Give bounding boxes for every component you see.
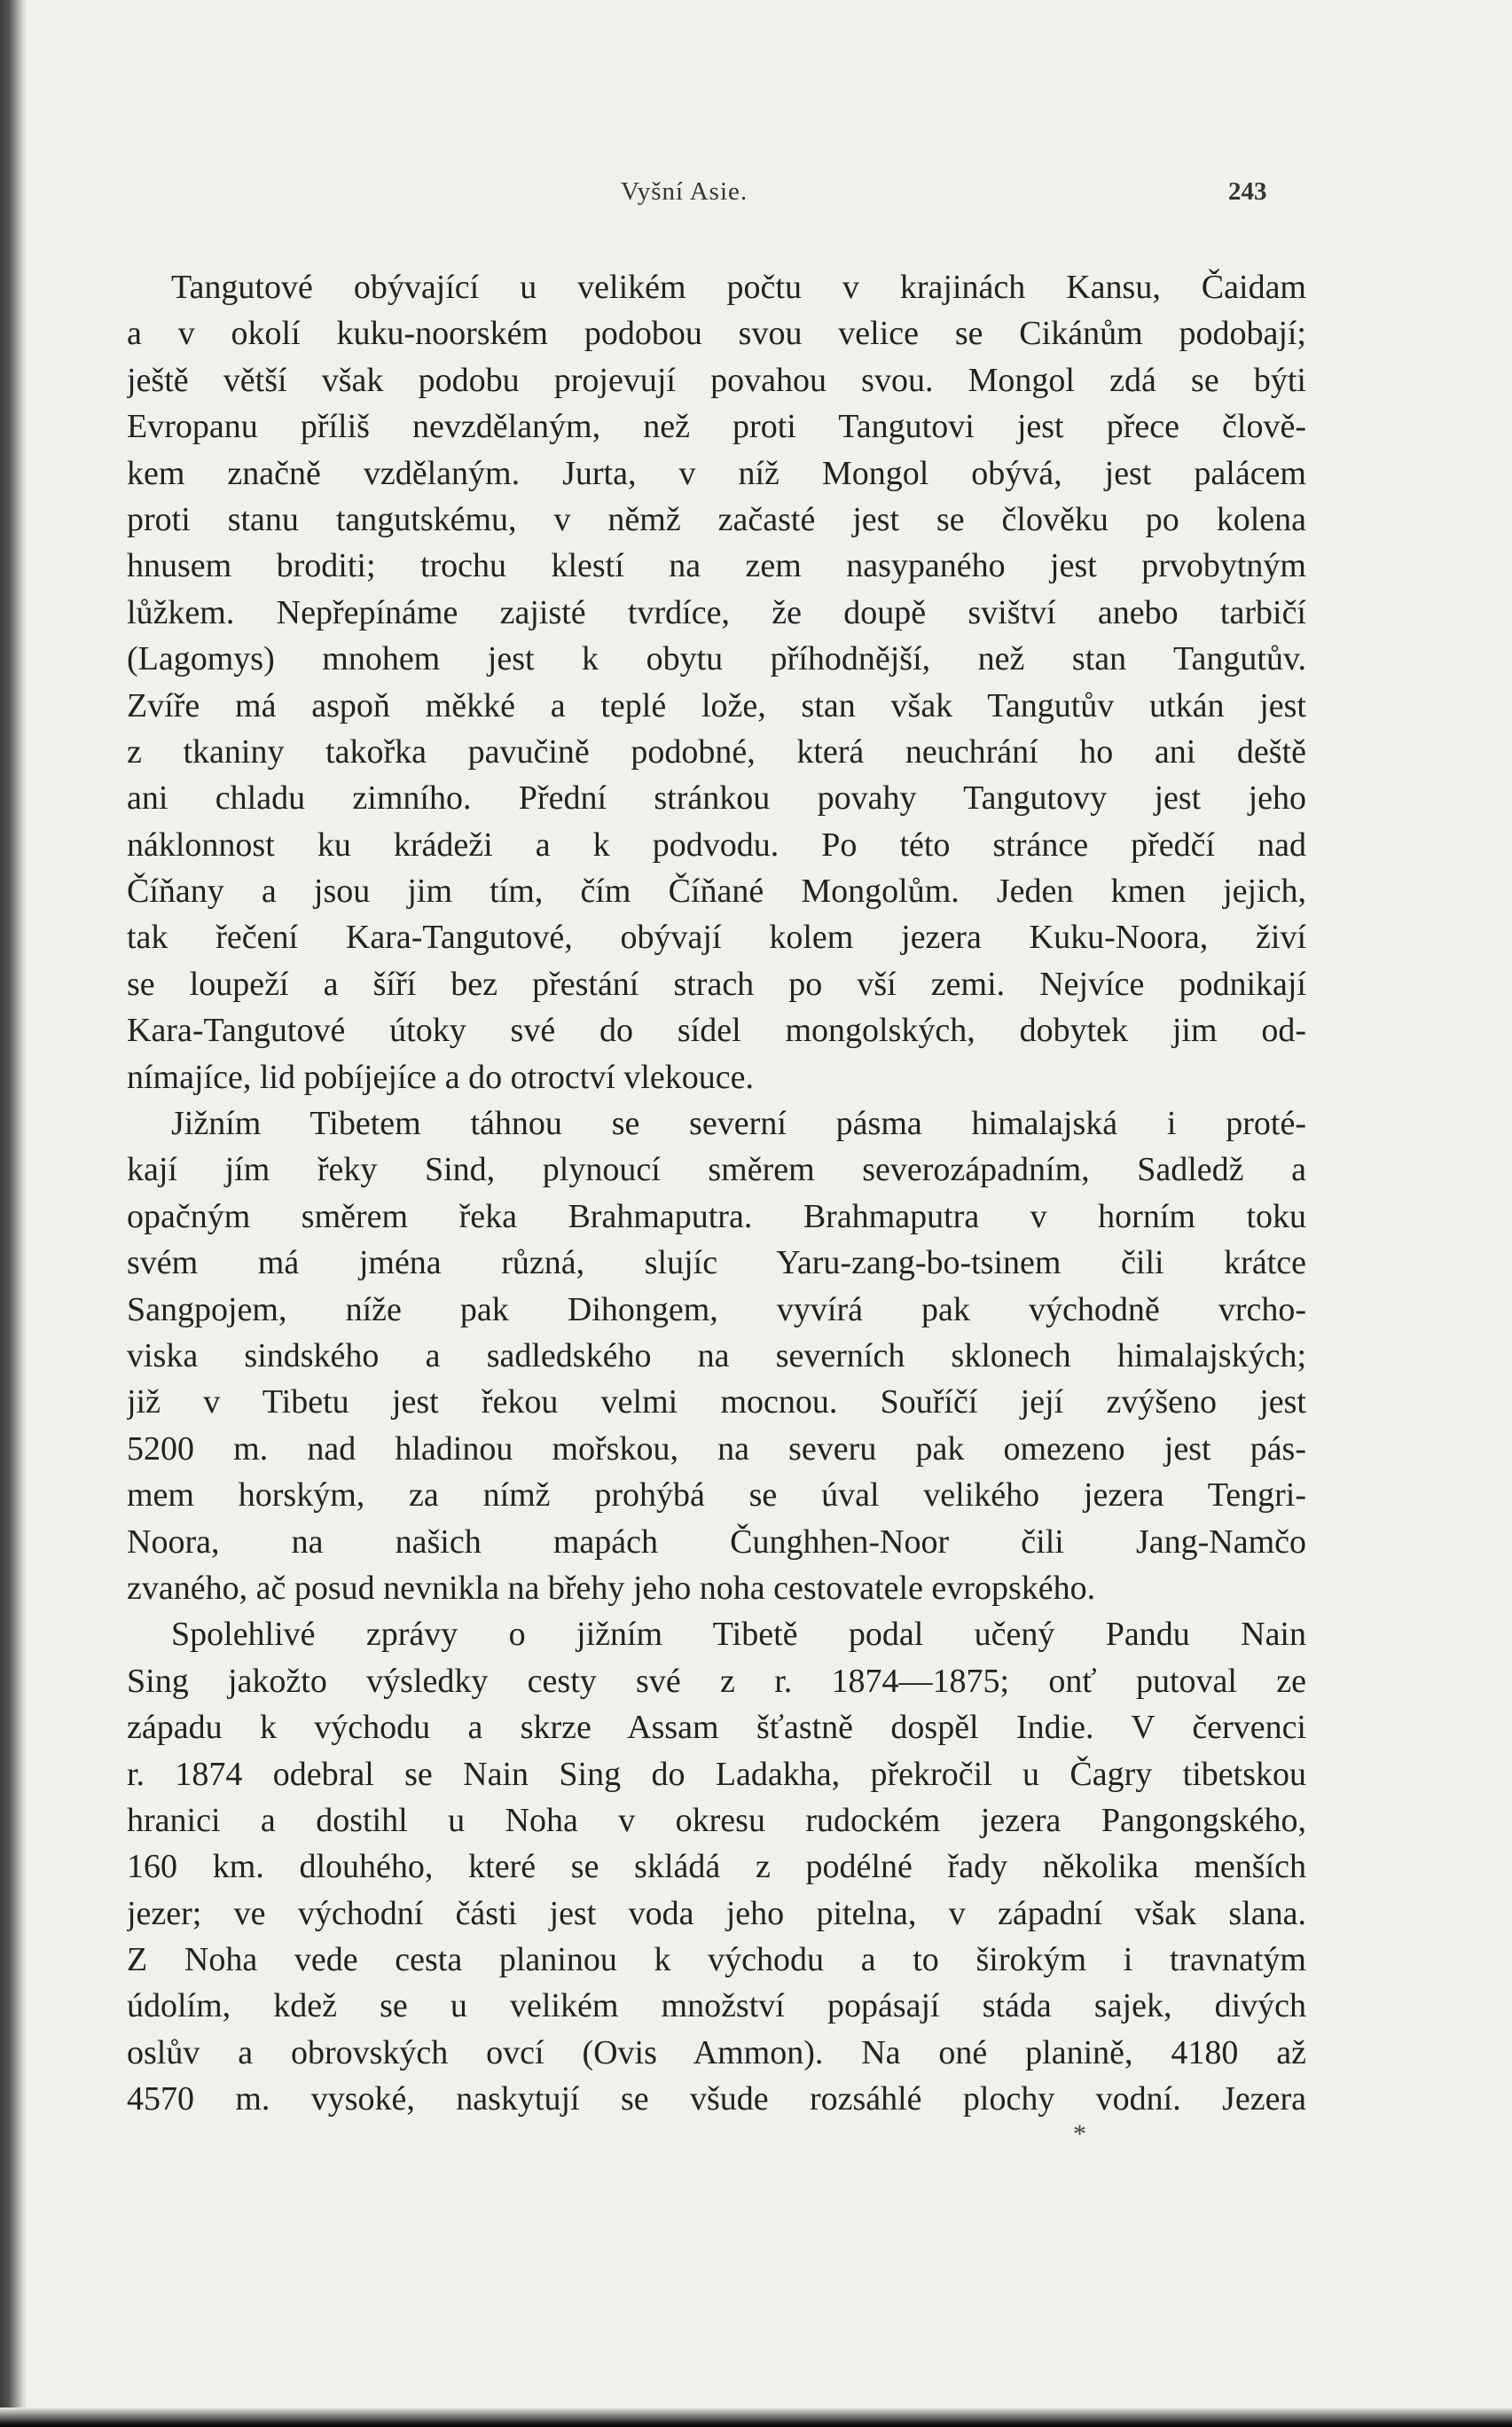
text-line: (Lagomys) mnohem jest k obytu příhodnější, než stan Tangutův. [127,640,1306,678]
text-line: Sangpojem, níže pak Dihongem, vyvírá pak východně vrcho- [127,1290,1306,1328]
text-line: oslův a obrovských ovcí (Ovis Ammon). Na oné planině, 4180 až [127,2033,1306,2071]
text-line: 4570 m. vysoké, naskytují se všude rozsáhlé plochy vodní. Jezera [127,2080,1306,2118]
text-line: nímajíce, lid pobíjejíce a do otroctví vlekouce. [127,1058,754,1096]
text-line: opačným směrem řeka Brahmaputra. Brahmaputra v horním toku [127,1197,1306,1235]
text-line: Zvíře má aspoň měkké a teplé lože, stan však Tangutův utkán jest [127,686,1306,724]
scan-bottom-edge [0,2407,1512,2427]
text-line: proti stanu tangutskému, v němž začasté jest se člověku po kolena [127,500,1306,538]
body-text [127,264,1306,2123]
text-line: mem horským, za nímž prohýbá se úval velikého jezera Tengri- [127,1476,1306,1515]
text-line: ještě větší však podobu projevují povahou svou. Mongol zdá se býti [127,361,1306,399]
text-line: se loupeží a šíří bez přestání strach po vší zemi. Nejvíce podnikají [127,965,1306,1003]
text-line: náklonnost ku krádeži a k podvodu. Po této stránce předčí nad [127,826,1306,864]
text-line: z tkaniny takořka pavučině podobné, která neuchrání ho ani deště [127,732,1306,771]
text-line: lůžkem. Nepřepínáme zajisté tvrdíce, že doupě svištví anebo tarbičí [127,593,1306,631]
text-line: 160 km. dlouhého, které se skládá z podélné řady několika menších [127,1848,1306,1886]
signature-mark: * [1073,2119,1086,2149]
text-line: Evropanu příliš nevzdělaným, než proti Tangutovi jest přece člově- [127,408,1306,446]
text-line: hranici a dostihl u Noha v okresu rudockém jezera Pangongského, [127,1801,1306,1839]
text-line: údolím, kdež se u velikém množství popásají stáda sajek, divých [127,1987,1306,2025]
page-header [27,177,1512,213]
text-line: kají jím řeky Sind, plynoucí směrem severozápadním, Sadledž a [127,1151,1306,1189]
text-line: již v Tibetu jest řekou velmi mocnou. Souříčí její zvýšeno jest [127,1383,1306,1421]
text-line: 5200 m. nad hladinou mořskou, na severu pak omezeno jest pás- [127,1429,1306,1468]
text-line: Sing jakožto výsledky cesty své z r. 1874—1875; onť putoval ze [127,1662,1306,1700]
text-line: a v okolí kuku-noorském podobou svou velice se Cikánům podobají; [127,315,1306,353]
text-line: Číňany a jsou jim tím, čím Číňané Mongolům. Jeden kmen jejich, [127,873,1306,911]
text-line: r. 1874 odebral se Nain Sing do Ladakha, překročil u Čagry tibetskou [127,1755,1306,1793]
text-line: kem značně vzdělaným. Jurta, v níž Mongol obývá, jest palácem [127,454,1306,492]
page-number: 243 [1228,177,1267,206]
text-line: Jižním Tibetem táhnou se severní pásma himalajská i proté- [171,1105,1306,1143]
text-line: Tangutové obývající u velikém počtu v krajinách Kansu, Čaidam [171,269,1306,306]
text-line: viska sindského a sadledského na severních sklonech himalajských; [127,1336,1306,1374]
text-line: svém má jména různá, slujíc Yaru-zang-bo-tsinem čili krátce [127,1244,1306,1282]
text-line: Kara-Tangutové útoky své do sídel mongolských, dobytek jim od- [127,1012,1306,1050]
text-line: tak řečení Kara-Tangutové, obývají kolem jezera Kuku-Noora, živí [127,919,1306,957]
text-line: hnusem broditi; trochu klestí na zem nasypaného jest prvobytným [127,547,1306,585]
text-line: Spolehlivé zprávy o jižním Tibetě podal učený Pandu Nain [171,1616,1306,1654]
running-title: Vyšní Asie. [621,177,748,206]
text-line: zvaného, ač posud nevnikla na břehy jeho noha cestovatele evropského. [127,1569,1096,1607]
text-line: ani chladu zimního. Přední stránkou povahy Tangutovy jest jeho [127,779,1306,818]
text-line: Noora, na našich mapách Čunghhen-Noor čili Jang-Namčo [127,1523,1306,1561]
text-line: Z Noha vede cesta planinou k východu a to širokým i travnatým [127,1941,1306,1979]
book-page [27,0,1512,2427]
text-line: západu k východu a skrze Assam šťastně dospěl Indie. V červenci [127,1709,1306,1747]
text-line: jezer; ve východní části jest voda jeho pitelna, v západní však slana. [127,1894,1306,1932]
scan-binding-edge [0,0,27,2427]
